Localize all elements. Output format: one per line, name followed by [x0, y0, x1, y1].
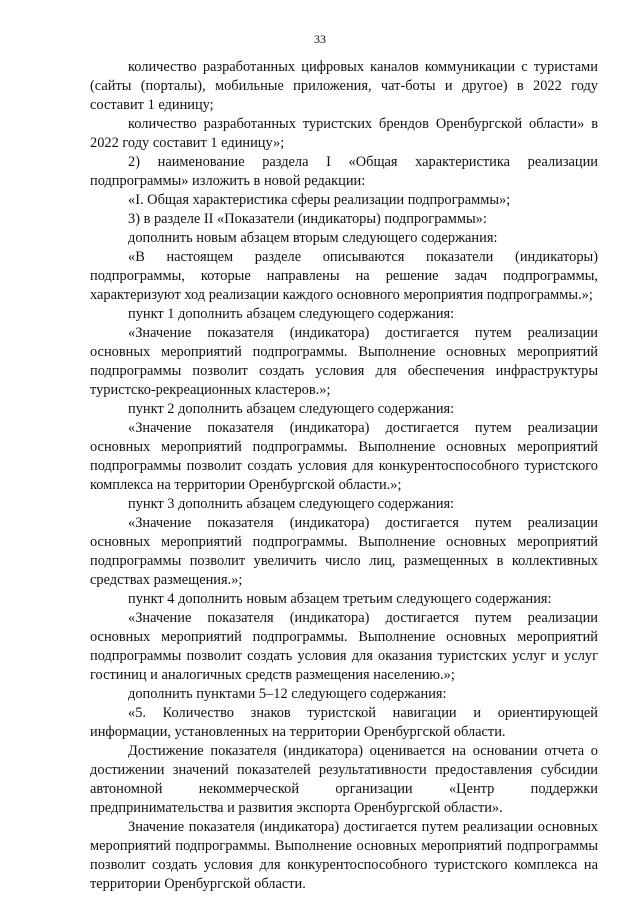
document-body: [90, 58, 598, 894]
paragraph-19: Значение показателя (индикатора) достигается путем реализации основных мероприятий подпрограммы. Выполнение основных мероприятий подпрограммы позволит создать условия для конкурентоспособного туристского комплекса на территории Оренбургской области.: [90, 819, 598, 892]
paragraph-11: «Значение показателя (индикатора) достигается путем реализации основных мероприятий подпрограммы. Выполнение основных мероприятий подпрограммы позволит создать условия для конкурентоспособного туристского комплекса на территории Оренбургской области.»;: [90, 420, 598, 493]
paragraph-18: Достижение показателя (индикатора) оценивается на основании отчета о достижении значений показателей результативности предоставления субсидии автономной некоммерческой организации «Центр поддержки предпринимательства и развития экспорта Оренбургской области».: [90, 743, 598, 816]
paragraph-5: 3) в разделе II «Показатели (индикаторы) подпрограммы»:: [128, 211, 487, 227]
page-number: 33: [314, 32, 326, 46]
paragraph-1: количество разработанных цифровых каналов коммуникации с туристами (сайты (порталы), мобильные приложения, чат-боты и другое) в 2022 году составит 1 единицу;: [90, 59, 598, 113]
paragraph-3: 2) наименование раздела I «Общая характеристика реализации подпрограммы» изложить в новой редакции:: [90, 154, 598, 189]
paragraph-14: пункт 4 дополнить новым абзацем третьим следующего содержания:: [128, 591, 552, 607]
paragraph-13: «Значение показателя (индикатора) достигается путем реализации основных мероприятий подпрограммы. Выполнение основных мероприятий подпрограммы позволит увеличить число лиц, размещенных в коллективных средствах размещения.»;: [90, 515, 598, 588]
paragraph-16: дополнить пунктами 5–12 следующего содержания:: [128, 686, 447, 702]
paragraph-9: «Значение показателя (индикатора) достигается путем реализации основных мероприятий подпрограммы. Выполнение основных мероприятий подпрограммы позволит создать условия для обеспечения инфраструктуры туристско-рекреационных кластеров.»;: [90, 325, 598, 398]
paragraph-15: «Значение показателя (индикатора) достигается путем реализации основных мероприятий подпрограммы. Выполнение основных мероприятий подпрограммы позволит создать условия для оказания туристских услуг и услуг гостиниц и аналогичных средств размещения населению.»;: [90, 610, 598, 683]
paragraph-6: дополнить новым абзацем вторым следующего содержания:: [128, 230, 498, 246]
paragraph-7: «В настоящем разделе описываются показатели (индикаторы) подпрограммы, которые направлены на решение задач подпрограммы, характеризуют ход реализации каждого основного мероприятия подпрограммы.»;: [90, 249, 598, 303]
paragraph-10: пункт 2 дополнить абзацем следующего содержания:: [128, 401, 455, 417]
paragraph-12: пункт 3 дополнить абзацем следующего содержания:: [128, 496, 455, 512]
paragraph-8: пункт 1 дополнить абзацем следующего содержания:: [128, 306, 455, 322]
paragraph-2: количество разработанных туристских брендов Оренбургской области» в 2022 году составит 1 единицу»;: [90, 116, 598, 151]
paragraph-17: «5. Количество знаков туристской навигации и ориентирующей информации, установленных на территории Оренбургской области.: [90, 705, 598, 740]
paragraph-4: «I. Общая характеристика сферы реализации подпрограммы»;: [128, 192, 511, 208]
